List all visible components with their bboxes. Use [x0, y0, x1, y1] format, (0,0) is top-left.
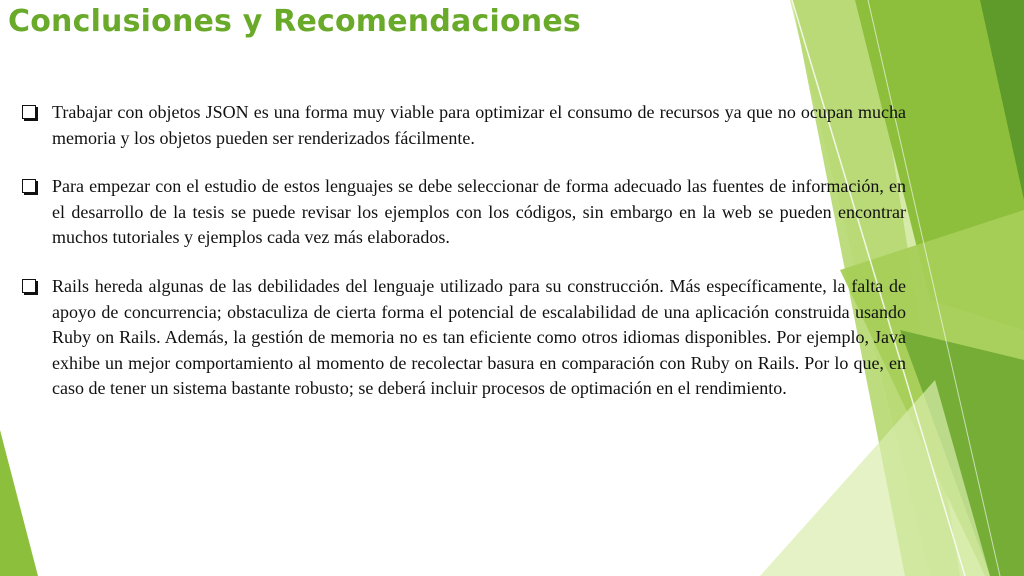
bullet-item: [22, 274, 906, 402]
bullet-text: Rails hereda algunas de las debilidades del lenguaje utilizado para su construcción. Más específicamente, la falta de apoyo de concurrencia; obstaculiza de cierta forma el potencial de escalabilidad de una aplicación construida usando Ruby on Rails. Además, la gestión de memoria no es tan eficiente como otros idiomas disponibles. Por ejemplo, Java exhibe un mejor comportamiento al momento de recolectar basura en comparación con Ruby on Rails. Por lo que, en caso de tener un sistema bastante robusto; se deberá incluir procesos de optimación en el rendimiento.: [52, 275, 906, 399]
bullet-text: Trabajar con objetos JSON es una forma muy viable para optimizar el consumo de recursos ya que no ocupan mucha memoria y los objetos pueden ser renderizados fácilmente.: [52, 102, 906, 148]
slide-title: Conclusiones y Recomendaciones: [8, 4, 581, 39]
bullet-item: [22, 174, 906, 251]
bullet-item: [22, 100, 906, 151]
bullet-list: [22, 100, 906, 425]
bullet-text: Para empezar con el estudio de estos lenguajes se debe seleccionar de forma adecuado las fuentes de información, en el desarrollo de la tesis se puede revisar los ejemplos con los códigos, sin embargo en la web se pueden encontrar muchos tutoriales y ejemplos cada vez más elaborados.: [52, 176, 906, 248]
hollow-square-bullet-icon: [22, 279, 36, 293]
hollow-square-bullet-icon: [22, 179, 36, 193]
hollow-square-bullet-icon: [22, 105, 36, 119]
